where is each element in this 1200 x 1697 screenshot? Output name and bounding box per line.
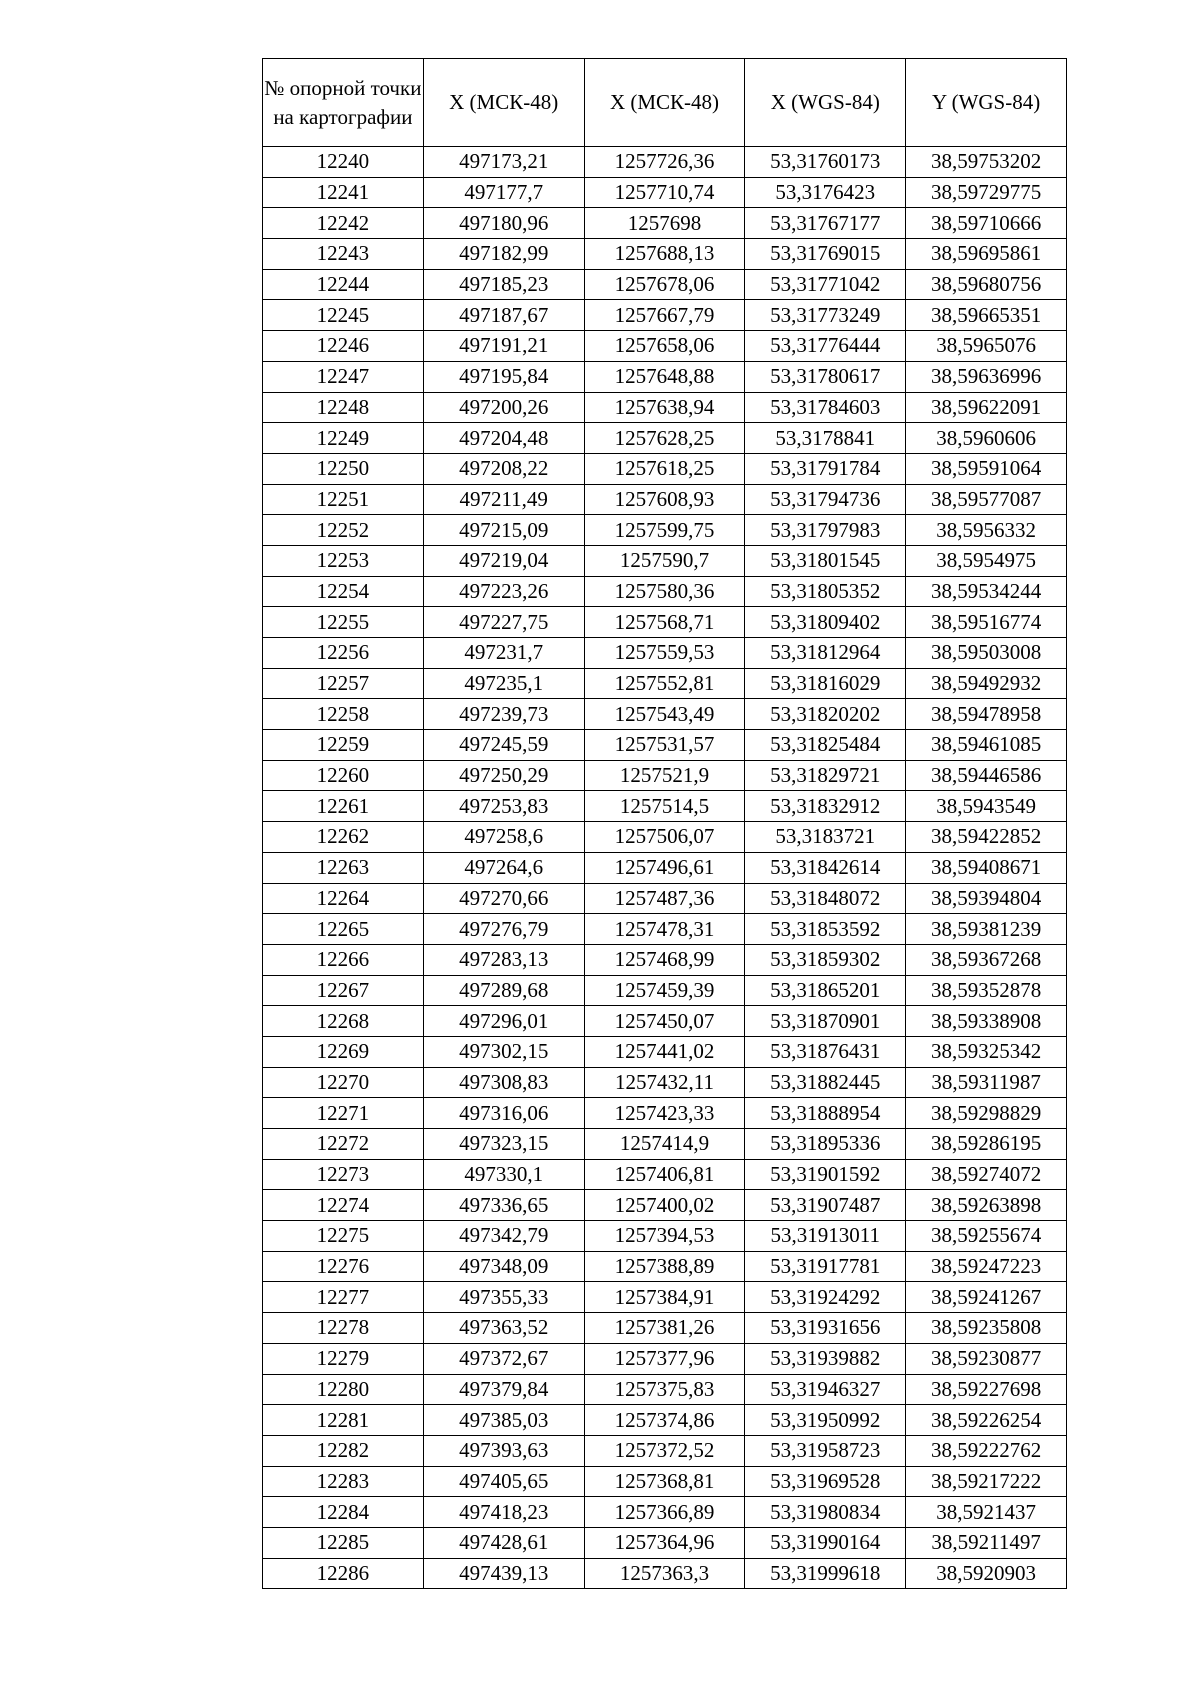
cell-x-wgs84: 53,31829721 xyxy=(745,760,906,791)
cell-y-wgs84: 38,59226254 xyxy=(906,1405,1067,1436)
table-row xyxy=(263,1221,1067,1252)
table-row xyxy=(263,607,1067,638)
cell-x-msk48-second: 1257678,06 xyxy=(584,269,745,300)
cell-y-wgs84: 38,5943549 xyxy=(906,791,1067,822)
cell-x-msk48-second: 1257441,02 xyxy=(584,1036,745,1067)
cell-y-wgs84: 38,59230877 xyxy=(906,1343,1067,1374)
cell-y-wgs84: 38,5954975 xyxy=(906,545,1067,576)
cell-x-wgs84: 53,31859302 xyxy=(745,944,906,975)
cell-x-msk48: 497342,79 xyxy=(423,1221,584,1252)
cell-x-msk48: 497235,1 xyxy=(423,668,584,699)
cell-x-msk48: 497239,73 xyxy=(423,699,584,730)
cell-x-wgs84: 53,31809402 xyxy=(745,607,906,638)
table-row xyxy=(263,576,1067,607)
cell-y-wgs84: 38,59680756 xyxy=(906,269,1067,300)
cell-x-msk48: 497283,13 xyxy=(423,944,584,975)
table-row xyxy=(263,668,1067,699)
cell-point-number: 12257 xyxy=(263,668,424,699)
cell-x-wgs84: 53,31794736 xyxy=(745,484,906,515)
cell-y-wgs84: 38,59311987 xyxy=(906,1067,1067,1098)
cell-x-msk48: 497180,96 xyxy=(423,208,584,239)
cell-point-number: 12276 xyxy=(263,1251,424,1282)
cell-x-wgs84: 53,31825484 xyxy=(745,730,906,761)
table-row xyxy=(263,1036,1067,1067)
cell-point-number: 12273 xyxy=(263,1159,424,1190)
table-row xyxy=(263,1374,1067,1405)
cell-y-wgs84: 38,59729775 xyxy=(906,177,1067,208)
cell-x-msk48-second: 1257381,26 xyxy=(584,1313,745,1344)
cell-x-msk48: 497289,68 xyxy=(423,975,584,1006)
table-row xyxy=(263,269,1067,300)
cell-y-wgs84: 38,59235808 xyxy=(906,1313,1067,1344)
cell-x-msk48-second: 1257648,88 xyxy=(584,361,745,392)
cell-y-wgs84: 38,59492932 xyxy=(906,668,1067,699)
table-row xyxy=(263,1405,1067,1436)
cell-x-msk48-second: 1257394,53 xyxy=(584,1221,745,1252)
header-x-msk48-second: X (МСК-48) xyxy=(584,59,745,147)
cell-x-msk48: 497330,1 xyxy=(423,1159,584,1190)
table-row xyxy=(263,975,1067,1006)
cell-point-number: 12263 xyxy=(263,852,424,883)
cell-point-number: 12247 xyxy=(263,361,424,392)
cell-x-msk48-second: 1257388,89 xyxy=(584,1251,745,1282)
table-row xyxy=(263,760,1067,791)
cell-x-msk48: 497200,26 xyxy=(423,392,584,423)
table-row xyxy=(263,1343,1067,1374)
table-row xyxy=(263,791,1067,822)
cell-x-msk48-second: 1257608,93 xyxy=(584,484,745,515)
cell-x-msk48-second: 1257667,79 xyxy=(584,300,745,331)
cell-x-msk48-second: 1257423,33 xyxy=(584,1098,745,1129)
cell-x-wgs84: 53,31924292 xyxy=(745,1282,906,1313)
table-row xyxy=(263,914,1067,945)
cell-x-wgs84: 53,3176423 xyxy=(745,177,906,208)
cell-y-wgs84: 38,59446586 xyxy=(906,760,1067,791)
cell-y-wgs84: 38,5956332 xyxy=(906,515,1067,546)
cell-y-wgs84: 38,5920903 xyxy=(906,1558,1067,1589)
cell-point-number: 12262 xyxy=(263,822,424,853)
cell-x-msk48-second: 1257658,06 xyxy=(584,331,745,362)
cell-point-number: 12282 xyxy=(263,1435,424,1466)
cell-y-wgs84: 38,59367268 xyxy=(906,944,1067,975)
header-x-wgs84: X (WGS-84) xyxy=(745,59,906,147)
cell-x-msk48: 497363,52 xyxy=(423,1313,584,1344)
cell-x-wgs84: 53,31876431 xyxy=(745,1036,906,1067)
header-x-msk48: X (МСК-48) xyxy=(423,59,584,147)
table-row xyxy=(263,1190,1067,1221)
cell-y-wgs84: 38,59274072 xyxy=(906,1159,1067,1190)
cell-x-msk48-second: 1257366,89 xyxy=(584,1497,745,1528)
cell-y-wgs84: 38,59381239 xyxy=(906,914,1067,945)
cell-point-number: 12244 xyxy=(263,269,424,300)
cell-x-wgs84: 53,31907487 xyxy=(745,1190,906,1221)
cell-x-msk48-second: 1257450,07 xyxy=(584,1006,745,1037)
cell-x-msk48-second: 1257372,52 xyxy=(584,1435,745,1466)
table-row xyxy=(263,1558,1067,1589)
table-row xyxy=(263,453,1067,484)
table-row xyxy=(263,1497,1067,1528)
cell-x-wgs84: 53,3178841 xyxy=(745,423,906,454)
cell-x-msk48: 497187,67 xyxy=(423,300,584,331)
cell-y-wgs84: 38,59227698 xyxy=(906,1374,1067,1405)
cell-point-number: 12267 xyxy=(263,975,424,1006)
cell-y-wgs84: 38,59222762 xyxy=(906,1435,1067,1466)
cell-y-wgs84: 38,59352878 xyxy=(906,975,1067,1006)
cell-x-msk48: 497204,48 xyxy=(423,423,584,454)
table-row xyxy=(263,699,1067,730)
table-header xyxy=(263,59,1067,147)
cell-point-number: 12260 xyxy=(263,760,424,791)
cell-point-number: 12266 xyxy=(263,944,424,975)
header-row xyxy=(263,59,1067,147)
table-row xyxy=(263,883,1067,914)
cell-x-wgs84: 53,31832912 xyxy=(745,791,906,822)
cell-x-msk48: 497276,79 xyxy=(423,914,584,945)
cell-point-number: 12274 xyxy=(263,1190,424,1221)
cell-y-wgs84: 38,59534244 xyxy=(906,576,1067,607)
cell-x-msk48-second: 1257568,71 xyxy=(584,607,745,638)
cell-x-msk48-second: 1257618,25 xyxy=(584,453,745,484)
cell-x-msk48: 497379,84 xyxy=(423,1374,584,1405)
cell-y-wgs84: 38,59478958 xyxy=(906,699,1067,730)
cell-x-msk48: 497173,21 xyxy=(423,147,584,178)
cell-x-wgs84: 53,31784603 xyxy=(745,392,906,423)
cell-point-number: 12254 xyxy=(263,576,424,607)
cell-x-msk48: 497253,83 xyxy=(423,791,584,822)
cell-x-msk48: 497385,03 xyxy=(423,1405,584,1436)
cell-x-msk48-second: 1257478,31 xyxy=(584,914,745,945)
cell-point-number: 12259 xyxy=(263,730,424,761)
cell-y-wgs84: 38,59325342 xyxy=(906,1036,1067,1067)
cell-x-wgs84: 53,31913011 xyxy=(745,1221,906,1252)
cell-x-wgs84: 53,31958723 xyxy=(745,1435,906,1466)
cell-x-msk48: 497302,15 xyxy=(423,1036,584,1067)
cell-point-number: 12269 xyxy=(263,1036,424,1067)
cell-x-wgs84: 53,31901592 xyxy=(745,1159,906,1190)
cell-x-wgs84: 53,31780617 xyxy=(745,361,906,392)
cell-y-wgs84: 38,59298829 xyxy=(906,1098,1067,1129)
cell-point-number: 12268 xyxy=(263,1006,424,1037)
cell-x-wgs84: 53,31769015 xyxy=(745,239,906,270)
cell-x-wgs84: 53,31801545 xyxy=(745,545,906,576)
table-row xyxy=(263,1159,1067,1190)
cell-x-wgs84: 53,31888954 xyxy=(745,1098,906,1129)
table-row xyxy=(263,361,1067,392)
table-row xyxy=(263,147,1067,178)
cell-x-msk48: 497219,04 xyxy=(423,545,584,576)
cell-y-wgs84: 38,59577087 xyxy=(906,484,1067,515)
table-row xyxy=(263,822,1067,853)
cell-x-wgs84: 53,3183721 xyxy=(745,822,906,853)
cell-y-wgs84: 38,59422852 xyxy=(906,822,1067,853)
cell-x-msk48-second: 1257496,61 xyxy=(584,852,745,883)
cell-y-wgs84: 38,59591064 xyxy=(906,453,1067,484)
cell-x-msk48-second: 1257580,36 xyxy=(584,576,745,607)
cell-x-msk48-second: 1257698 xyxy=(584,208,745,239)
cell-point-number: 12277 xyxy=(263,1282,424,1313)
cell-x-wgs84: 53,31999618 xyxy=(745,1558,906,1589)
cell-point-number: 12281 xyxy=(263,1405,424,1436)
cell-x-wgs84: 53,31842614 xyxy=(745,852,906,883)
cell-y-wgs84: 38,59211497 xyxy=(906,1527,1067,1558)
cell-point-number: 12271 xyxy=(263,1098,424,1129)
cell-y-wgs84: 38,5921437 xyxy=(906,1497,1067,1528)
cell-x-wgs84: 53,31797983 xyxy=(745,515,906,546)
cell-x-wgs84: 53,31931656 xyxy=(745,1313,906,1344)
cell-point-number: 12283 xyxy=(263,1466,424,1497)
table-row xyxy=(263,852,1067,883)
cell-x-msk48-second: 1257459,39 xyxy=(584,975,745,1006)
cell-x-msk48: 497270,66 xyxy=(423,883,584,914)
cell-y-wgs84: 38,59503008 xyxy=(906,638,1067,669)
cell-x-msk48-second: 1257638,94 xyxy=(584,392,745,423)
cell-x-msk48-second: 1257406,81 xyxy=(584,1159,745,1190)
cell-x-wgs84: 53,31870901 xyxy=(745,1006,906,1037)
cell-x-msk48-second: 1257384,91 xyxy=(584,1282,745,1313)
cell-x-wgs84: 53,31946327 xyxy=(745,1374,906,1405)
table-row xyxy=(263,1282,1067,1313)
cell-x-msk48-second: 1257432,11 xyxy=(584,1067,745,1098)
cell-x-wgs84: 53,31812964 xyxy=(745,638,906,669)
cell-x-msk48: 497215,09 xyxy=(423,515,584,546)
cell-point-number: 12250 xyxy=(263,453,424,484)
cell-x-msk48-second: 1257628,25 xyxy=(584,423,745,454)
cell-x-msk48-second: 1257543,49 xyxy=(584,699,745,730)
table-row xyxy=(263,1466,1067,1497)
cell-point-number: 12270 xyxy=(263,1067,424,1098)
cell-x-msk48: 497258,6 xyxy=(423,822,584,853)
cell-point-number: 12241 xyxy=(263,177,424,208)
cell-x-wgs84: 53,31791784 xyxy=(745,453,906,484)
cell-x-wgs84: 53,31882445 xyxy=(745,1067,906,1098)
cell-x-msk48: 497439,13 xyxy=(423,1558,584,1589)
cell-x-msk48: 497355,33 xyxy=(423,1282,584,1313)
cell-x-msk48-second: 1257368,81 xyxy=(584,1466,745,1497)
cell-x-msk48: 497308,83 xyxy=(423,1067,584,1098)
cell-point-number: 12284 xyxy=(263,1497,424,1528)
cell-x-msk48-second: 1257414,9 xyxy=(584,1129,745,1160)
cell-x-wgs84: 53,31805352 xyxy=(745,576,906,607)
cell-x-msk48: 497296,01 xyxy=(423,1006,584,1037)
cell-x-msk48-second: 1257375,83 xyxy=(584,1374,745,1405)
cell-x-msk48: 497208,22 xyxy=(423,453,584,484)
cell-x-msk48: 497245,59 xyxy=(423,730,584,761)
cell-x-msk48-second: 1257521,9 xyxy=(584,760,745,791)
header-y-wgs84: Y (WGS-84) xyxy=(906,59,1067,147)
cell-y-wgs84: 38,5960606 xyxy=(906,423,1067,454)
cell-x-wgs84: 53,31853592 xyxy=(745,914,906,945)
cell-x-msk48-second: 1257590,7 xyxy=(584,545,745,576)
cell-x-wgs84: 53,31969528 xyxy=(745,1466,906,1497)
cell-x-wgs84: 53,31950992 xyxy=(745,1405,906,1436)
cell-x-msk48-second: 1257400,02 xyxy=(584,1190,745,1221)
cell-point-number: 12242 xyxy=(263,208,424,239)
cell-point-number: 12264 xyxy=(263,883,424,914)
cell-y-wgs84: 38,5965076 xyxy=(906,331,1067,362)
table-row xyxy=(263,545,1067,576)
cell-y-wgs84: 38,59217222 xyxy=(906,1466,1067,1497)
table-row xyxy=(263,1098,1067,1129)
cell-x-msk48: 497348,09 xyxy=(423,1251,584,1282)
table-row xyxy=(263,1006,1067,1037)
cell-x-msk48: 497231,7 xyxy=(423,638,584,669)
table-row xyxy=(263,392,1067,423)
cell-y-wgs84: 38,59622091 xyxy=(906,392,1067,423)
cell-point-number: 12278 xyxy=(263,1313,424,1344)
cell-point-number: 12248 xyxy=(263,392,424,423)
cell-point-number: 12252 xyxy=(263,515,424,546)
cell-x-msk48-second: 1257599,75 xyxy=(584,515,745,546)
cell-x-msk48-second: 1257514,5 xyxy=(584,791,745,822)
cell-x-msk48: 497418,23 xyxy=(423,1497,584,1528)
table-row xyxy=(263,515,1067,546)
table-row xyxy=(263,730,1067,761)
cell-x-msk48-second: 1257726,36 xyxy=(584,147,745,178)
cell-x-wgs84: 53,31848072 xyxy=(745,883,906,914)
cell-y-wgs84: 38,59461085 xyxy=(906,730,1067,761)
cell-x-msk48-second: 1257374,86 xyxy=(584,1405,745,1436)
cell-point-number: 12253 xyxy=(263,545,424,576)
cell-point-number: 12285 xyxy=(263,1527,424,1558)
cell-point-number: 12275 xyxy=(263,1221,424,1252)
cell-y-wgs84: 38,59338908 xyxy=(906,1006,1067,1037)
table-row xyxy=(263,638,1067,669)
cell-point-number: 12280 xyxy=(263,1374,424,1405)
table-row xyxy=(263,944,1067,975)
table-row xyxy=(263,484,1067,515)
cell-x-wgs84: 53,31865201 xyxy=(745,975,906,1006)
cell-x-wgs84: 53,31773249 xyxy=(745,300,906,331)
cell-y-wgs84: 38,59636996 xyxy=(906,361,1067,392)
table-row xyxy=(263,1251,1067,1282)
table-row xyxy=(263,1527,1067,1558)
cell-x-msk48: 497250,29 xyxy=(423,760,584,791)
cell-y-wgs84: 38,59408671 xyxy=(906,852,1067,883)
table-row xyxy=(263,423,1067,454)
cell-y-wgs84: 38,59255674 xyxy=(906,1221,1067,1252)
cell-point-number: 12249 xyxy=(263,423,424,454)
cell-y-wgs84: 38,59695861 xyxy=(906,239,1067,270)
cell-y-wgs84: 38,59286195 xyxy=(906,1129,1067,1160)
cell-x-msk48: 497372,67 xyxy=(423,1343,584,1374)
cell-point-number: 12243 xyxy=(263,239,424,270)
cell-x-msk48: 497211,49 xyxy=(423,484,584,515)
cell-x-msk48-second: 1257559,53 xyxy=(584,638,745,669)
cell-x-wgs84: 53,31895336 xyxy=(745,1129,906,1160)
cell-point-number: 12240 xyxy=(263,147,424,178)
cell-x-msk48-second: 1257506,07 xyxy=(584,822,745,853)
cell-point-number: 12245 xyxy=(263,300,424,331)
cell-y-wgs84: 38,59516774 xyxy=(906,607,1067,638)
coordinates-table xyxy=(262,58,1067,1589)
cell-x-msk48: 497264,6 xyxy=(423,852,584,883)
cell-x-msk48: 497195,84 xyxy=(423,361,584,392)
header-point-number: № опорной точки на картографии xyxy=(263,59,424,147)
cell-x-wgs84: 53,31767177 xyxy=(745,208,906,239)
cell-point-number: 12279 xyxy=(263,1343,424,1374)
cell-x-msk48-second: 1257487,36 xyxy=(584,883,745,914)
table-body xyxy=(263,147,1067,1589)
cell-x-wgs84: 53,31980834 xyxy=(745,1497,906,1528)
cell-x-msk48-second: 1257710,74 xyxy=(584,177,745,208)
cell-x-msk48: 497316,06 xyxy=(423,1098,584,1129)
cell-x-msk48: 497393,63 xyxy=(423,1435,584,1466)
cell-x-msk48: 497428,61 xyxy=(423,1527,584,1558)
table-row xyxy=(263,1313,1067,1344)
table-row xyxy=(263,1435,1067,1466)
cell-x-msk48: 497405,65 xyxy=(423,1466,584,1497)
cell-y-wgs84: 38,59263898 xyxy=(906,1190,1067,1221)
cell-point-number: 12272 xyxy=(263,1129,424,1160)
cell-x-msk48-second: 1257363,3 xyxy=(584,1558,745,1589)
cell-point-number: 12251 xyxy=(263,484,424,515)
cell-x-msk48: 497182,99 xyxy=(423,239,584,270)
cell-x-wgs84: 53,31820202 xyxy=(745,699,906,730)
cell-x-msk48-second: 1257364,96 xyxy=(584,1527,745,1558)
cell-x-msk48: 497227,75 xyxy=(423,607,584,638)
cell-x-msk48-second: 1257688,13 xyxy=(584,239,745,270)
cell-y-wgs84: 38,59753202 xyxy=(906,147,1067,178)
cell-x-wgs84: 53,31939882 xyxy=(745,1343,906,1374)
table-row xyxy=(263,331,1067,362)
table-row xyxy=(263,300,1067,331)
cell-x-msk48-second: 1257468,99 xyxy=(584,944,745,975)
table-row xyxy=(263,177,1067,208)
cell-y-wgs84: 38,59710666 xyxy=(906,208,1067,239)
cell-y-wgs84: 38,59241267 xyxy=(906,1282,1067,1313)
table-row xyxy=(263,1129,1067,1160)
cell-y-wgs84: 38,59665351 xyxy=(906,300,1067,331)
table-row xyxy=(263,239,1067,270)
cell-x-wgs84: 53,31990164 xyxy=(745,1527,906,1558)
table-row xyxy=(263,208,1067,239)
cell-y-wgs84: 38,59394804 xyxy=(906,883,1067,914)
cell-point-number: 12258 xyxy=(263,699,424,730)
cell-x-msk48-second: 1257552,81 xyxy=(584,668,745,699)
cell-x-wgs84: 53,31776444 xyxy=(745,331,906,362)
cell-x-msk48-second: 1257377,96 xyxy=(584,1343,745,1374)
cell-point-number: 12246 xyxy=(263,331,424,362)
cell-x-msk48-second: 1257531,57 xyxy=(584,730,745,761)
cell-x-wgs84: 53,31816029 xyxy=(745,668,906,699)
cell-point-number: 12286 xyxy=(263,1558,424,1589)
cell-point-number: 12256 xyxy=(263,638,424,669)
cell-x-msk48: 497191,21 xyxy=(423,331,584,362)
cell-x-msk48: 497336,65 xyxy=(423,1190,584,1221)
cell-x-msk48: 497223,26 xyxy=(423,576,584,607)
cell-point-number: 12261 xyxy=(263,791,424,822)
cell-x-wgs84: 53,31760173 xyxy=(745,147,906,178)
cell-x-wgs84: 53,31771042 xyxy=(745,269,906,300)
table-row xyxy=(263,1067,1067,1098)
cell-x-wgs84: 53,31917781 xyxy=(745,1251,906,1282)
cell-point-number: 12255 xyxy=(263,607,424,638)
cell-x-msk48: 497177,7 xyxy=(423,177,584,208)
cell-y-wgs84: 38,59247223 xyxy=(906,1251,1067,1282)
cell-point-number: 12265 xyxy=(263,914,424,945)
cell-x-msk48: 497323,15 xyxy=(423,1129,584,1160)
cell-x-msk48: 497185,23 xyxy=(423,269,584,300)
